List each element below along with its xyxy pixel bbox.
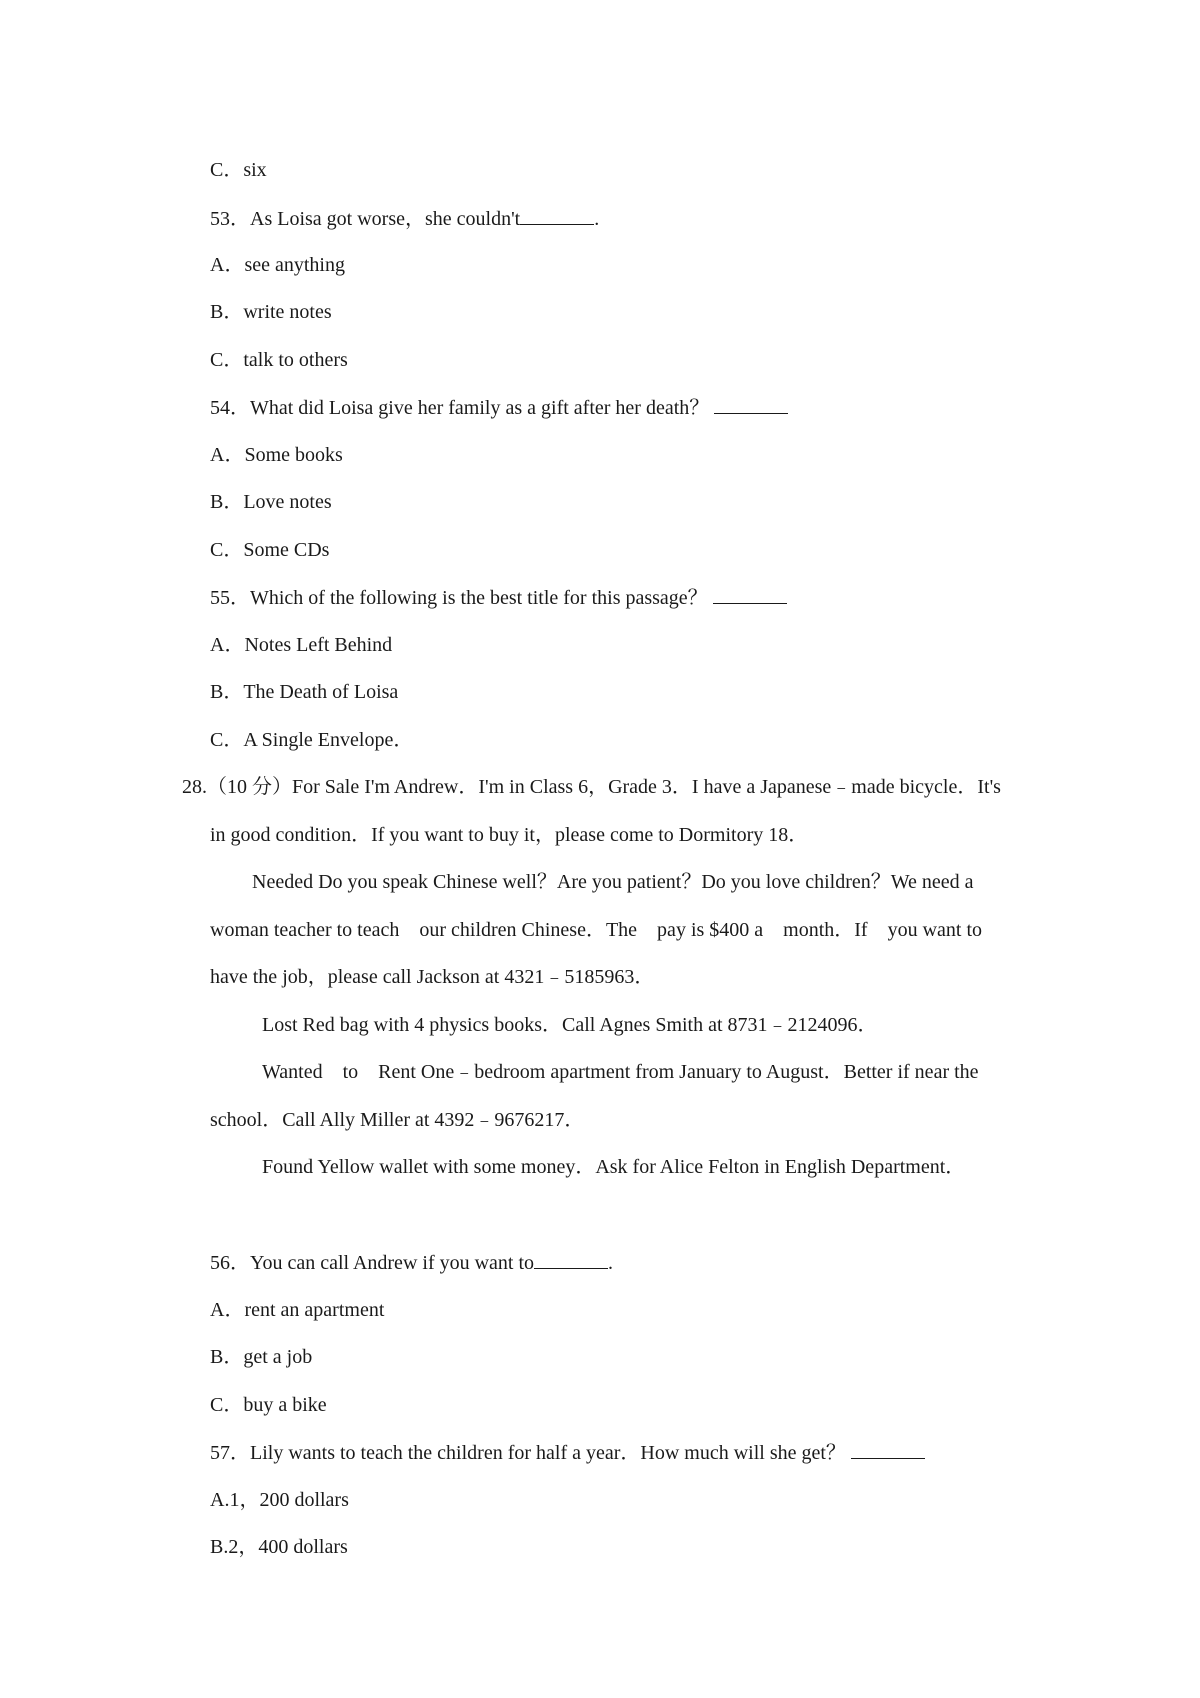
q54-option-c: C．Some CDs xyxy=(210,539,330,561)
q54-option-a: A．Some books xyxy=(210,444,343,466)
q53-stem-text: 53．As Loisa got worse，she couldn't xyxy=(210,208,521,230)
q56-stem-end: . xyxy=(608,1252,614,1274)
q56-stem xyxy=(210,1250,613,1275)
needed-ad-line1: Needed Do you speak Chinese well？Are you patient？Do you love children？We need a xyxy=(252,871,974,893)
q57-stem xyxy=(210,1440,925,1465)
q53-stem-end: . xyxy=(594,208,600,230)
q53-option-c: C．talk to others xyxy=(210,349,348,371)
q57-stem-text: 57．Lily wants to teach the children for half a year．How much will she get？ xyxy=(210,1442,846,1464)
needed-ad-line3: have the job，please call Jackson at 4321﹣5185963． xyxy=(210,966,655,988)
q56-option-b: B．get a job xyxy=(210,1346,313,1368)
q54-stem-text: 54．What did Loisa give her family as a gift after her death？ xyxy=(210,397,710,419)
answer-blank[interactable] xyxy=(713,585,787,604)
answer-blank[interactable] xyxy=(520,206,594,225)
q55-stem-text: 55．Which of the following is the best title for this passage？ xyxy=(210,587,708,609)
q53-option-b: B．write notes xyxy=(210,301,332,323)
q56-option-a: A．rent an apartment xyxy=(210,1299,385,1321)
q54-stem xyxy=(210,395,788,420)
section28-intro-line1: 28.（10 分）For Sale I'm Andrew．I'm in Class 6，Grade 3．I have a Japanese﹣made bicycle．It's xyxy=(182,776,1001,798)
lost-ad: Lost Red bag with 4 physics books．Call Agnes Smith at 8731﹣2124096． xyxy=(262,1014,878,1036)
q52-option-c: C．six xyxy=(210,159,267,181)
q53-option-a: A．see anything xyxy=(210,254,345,276)
found-ad: Found Yellow wallet with some money．Ask for Alice Felton in English Department． xyxy=(262,1156,966,1178)
q55-option-c: C．A Single Envelope． xyxy=(210,729,414,751)
q57-option-b: B.2，400 dollars xyxy=(210,1536,348,1558)
q56-stem-text: 56．You can call Andrew if you want to xyxy=(210,1252,535,1274)
q54-option-b: B．Love notes xyxy=(210,491,332,513)
q56-option-c: C．buy a bike xyxy=(210,1394,327,1416)
section28-intro-line2: in good condition．If you want to buy it，please come to Dormitory 18． xyxy=(210,824,809,846)
q57-option-a: A.1，200 dollars xyxy=(210,1489,349,1511)
q55-option-a: A．Notes Left Behind xyxy=(210,634,393,656)
q53-stem xyxy=(210,206,599,231)
answer-blank[interactable] xyxy=(714,395,788,414)
q55-option-b: B．The Death of Loisa xyxy=(210,681,399,703)
wanted-ad-line1: Wanted to Rent One﹣bedroom apartment from January to August．Better if near the xyxy=(262,1061,979,1083)
needed-ad-line2: woman teacher to teach our children Chinese．The pay is $400 a month．If you want to xyxy=(210,919,983,941)
q55-stem xyxy=(210,585,787,610)
answer-blank[interactable] xyxy=(534,1250,608,1269)
wanted-ad-line2: school．Call Ally Miller at 4392﹣9676217． xyxy=(210,1109,585,1131)
answer-blank[interactable] xyxy=(851,1440,925,1459)
